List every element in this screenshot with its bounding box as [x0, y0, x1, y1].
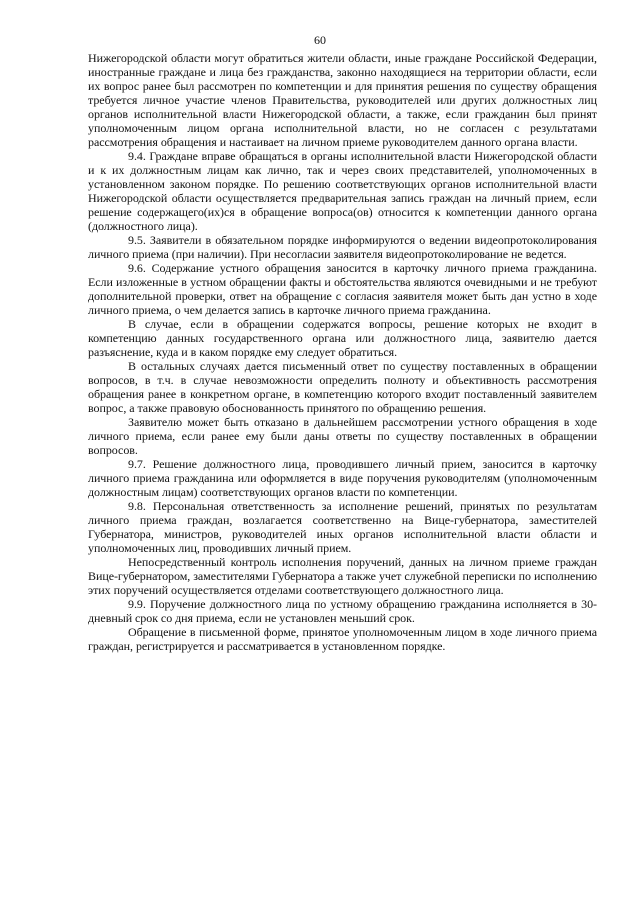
paragraph-9-9-written-form: Обращение в письменной форме, принятое уполномоченным лицом в ходе личного приема граждан, регистрируется и рассматривается в установленном порядке.: [88, 625, 597, 653]
paragraph-9-8-control: Непосредственный контроль исполнения поручений, данных на личном приеме граждан Вице-губернатором, заместителями Губернатора а также учет служебной переписки по исполнению этих поручений осуществляется отделами соответствующего должностного лица.: [88, 555, 597, 597]
paragraph-continuation: Нижегородской области могут обратиться жители области, иные граждане Российской Федерации, иностранные граждане и лица без гражданства, законно находящиеся на территории области, если их вопрос ранее был рассмотрен по компетенции и для принятия решения по существу обращения требуется личное участие членов Правительства, руководителей или других должностных лиц органов исполнительной власти Нижегородской области, а также, если гражданин был принят уполномоченным лицом органа исполнительной власти, но не согласен с результатами рассмотрения обращения и настаивает на личном приеме руководителем данного органа власти.: [88, 51, 597, 149]
paragraph-9-4: 9.4. Граждане вправе обращаться в органы исполнительной власти Нижегородской области и к их должностным лицам как лично, так и через своих представителей, уполномоченных в установленном законом порядке. По решению соответствующих органов исполнительной власти Нижегородской области осуществляется предварительная запись граждан на личный прием, если решение содержащего(их)ся в обращение вопроса(ов) относится к компетенции данного органа (должностного лица).: [88, 149, 597, 233]
paragraph-9-6-case-outside-competence: В случае, если в обращении содержатся вопросы, решение которых не входит в компетенцию данных государственного органа или должностного лица, заявителю дается разъяснение, куда и в каком порядке ему следует обратиться.: [88, 317, 597, 359]
paragraph-9-9: 9.9. Поручение должностного лица по устному обращению гражданина исполняется в 30-дневный срок со дня приема, если не установлен меньший срок.: [88, 597, 597, 625]
paragraph-9-7: 9.7. Решение должностного лица, проводившего личный прием, заносится в карточку личного приема гражданина или оформляется в виде поручения руководителям (уполномоченным должностным лицам) соответствующих органов власти по компетенции.: [88, 457, 597, 499]
document-body: [88, 51, 597, 653]
paragraph-9-6: 9.6. Содержание устного обращения заносится в карточку личного приема гражданина. Если изложенные в устном обращении факты и обстоятельства являются очевидными и не требуют дополнительной проверки, ответ на обращение с согласия заявителя может быть дан устно в ходе личного приема, о чем делается запись в карточке личного приема гражданина.: [88, 261, 597, 317]
page-number: 60: [314, 33, 326, 47]
paragraph-9-8: 9.8. Персональная ответственность за исполнение решений, принятых по результатам личного приема граждан, возлагается соответственно на Вице-губернатора, заместителей Губернатора, министров, руководителей иных органов исполнительной власти области и уполномоченных лиц, проводивших личный прием.: [88, 499, 597, 555]
paragraph-9-5: 9.5. Заявители в обязательном порядке информируются о ведении видеопротоколирования личного приема (при наличии). При несогласии заявителя видеопротоколирование не ведется.: [88, 233, 597, 261]
paragraph-9-6-written-answer: В остальных случаях дается письменный ответ по существу поставленных в обращении вопросов, в т.ч. в случае невозможности определить полноту и объективность рассмотрения обращения ранее в конкретном органе, в компетенцию которого входит поставленный заявителем вопрос, а также правовую обоснованность принятого по обращению решения.: [88, 359, 597, 415]
paragraph-9-6-refusal: Заявителю может быть отказано в дальнейшем рассмотрении устного обращения в ходе личного приема, если ранее ему были даны ответы по существу поставленных в обращении вопросов.: [88, 415, 597, 457]
